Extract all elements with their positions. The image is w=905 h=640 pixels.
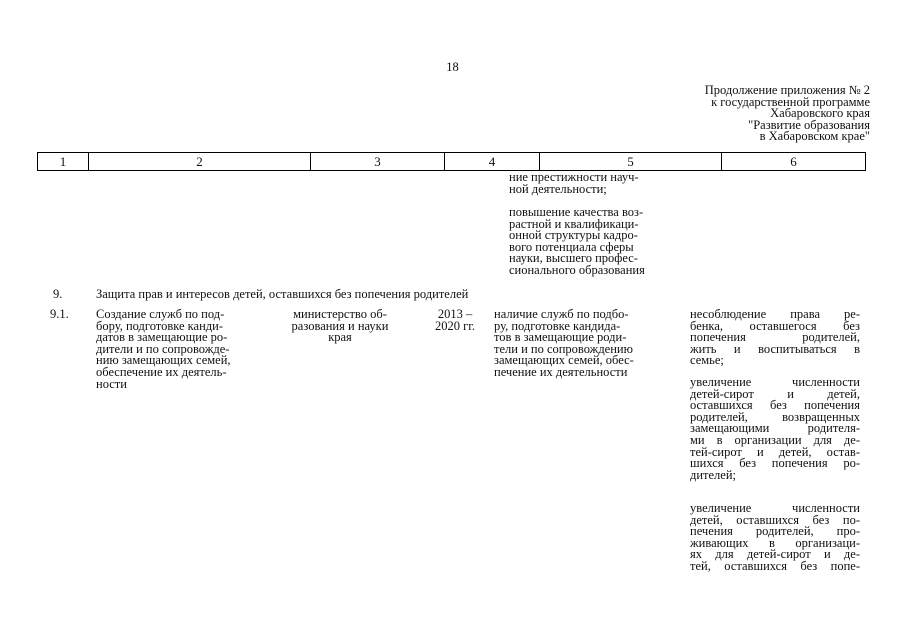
text-line: печения родителей, про- <box>690 524 860 539</box>
implementation-period <box>410 309 500 332</box>
column-number-4: 4 <box>445 153 540 170</box>
text-line: замещающими родителя- <box>690 421 860 436</box>
continued-goal-text <box>509 172 639 195</box>
text-line: вого потенциала сферы <box>509 239 634 254</box>
text-line: Создание служб по под- <box>96 307 225 321</box>
column-number-1: 1 <box>38 153 89 170</box>
text-line: тов в замещающие роди- <box>494 330 627 345</box>
text-line: шихся без попечения ро- <box>690 456 860 471</box>
responsible-executor <box>275 309 405 344</box>
appendix-line: в Хабаровском крае" <box>759 129 870 144</box>
consequences-block-3 <box>690 503 860 573</box>
text-line: ях для детей-сирот и де- <box>690 547 860 562</box>
text-line: попечения родителей, <box>690 330 860 345</box>
text-line: 2013 – <box>437 307 473 321</box>
text-line: ности <box>96 376 127 391</box>
text-line: оставшихся без попечения <box>690 398 860 413</box>
text-line: обеспечение их деятель- <box>96 364 227 379</box>
row-number: 9.1. <box>50 307 69 321</box>
text-line: печение их деятельности <box>494 364 628 379</box>
text-line: детей, оставшихся без по- <box>690 512 860 527</box>
text-line: ми в организации для де- <box>690 432 860 447</box>
appendix-header <box>680 85 870 143</box>
text-line: ние престижности науч- <box>509 170 639 184</box>
text-line: родителей, возвращенных <box>690 409 860 424</box>
text-line: края <box>328 330 352 345</box>
text-line: замещающих семей, обес- <box>494 353 634 368</box>
continued-goal-text <box>509 207 645 277</box>
text-line: жить и воспитываться в <box>690 341 860 356</box>
text-line: министерство об- <box>293 307 387 321</box>
text-line: растной и квалификаци- <box>509 216 639 231</box>
appendix-line: к государственной программе <box>711 94 870 109</box>
text-line: увеличение численности <box>690 375 860 389</box>
consequences-block-2 <box>690 377 860 481</box>
text-line: дителей; <box>690 467 737 482</box>
text-line: несоблюдение права ре- <box>690 307 860 321</box>
text-line: тей-сирот и детей, остав- <box>690 444 860 459</box>
table-header-row <box>37 152 866 171</box>
text-line: живающих в организаци- <box>690 535 860 550</box>
text-line: онной структуры кадро- <box>509 228 638 243</box>
page-number: 18 <box>446 60 459 74</box>
measure-name <box>96 309 231 390</box>
column-number-3: 3 <box>311 153 445 170</box>
text-line: семье; <box>690 353 724 368</box>
column-number-2: 2 <box>89 153 311 170</box>
text-line: разования и науки <box>291 318 389 333</box>
text-line: дители и по сопровожде- <box>96 341 230 356</box>
text-line: детей-сирот и детей, <box>690 386 860 401</box>
consequences-block-1 <box>690 309 860 367</box>
column-number-5: 5 <box>540 153 722 170</box>
column-number-6: 6 <box>790 154 797 169</box>
text-line: ной деятельности; <box>509 181 607 196</box>
text-line: бору, подготовке канди- <box>96 318 224 333</box>
text-line: бенка, оставшегося без <box>690 318 860 333</box>
section-number: 9. <box>53 287 63 301</box>
text-line: тей, оставшихся без попе- <box>690 558 860 573</box>
text-line: ру, подготовке кандида- <box>494 318 621 333</box>
text-line: наличие служб по подбо- <box>494 307 629 321</box>
text-line: тели и по сопровождению <box>494 341 633 356</box>
section-title: Защита прав и интересов детей, оставшихся без попечения родителей <box>96 287 469 301</box>
appendix-line: Хабаровского края <box>770 106 870 121</box>
text-line: датов в замещающие ро- <box>96 330 228 345</box>
appendix-line: Продолжение приложения № 2 <box>704 83 870 97</box>
text-line: нию замещающих семей, <box>96 353 231 368</box>
text-line: сионального образования <box>509 262 645 277</box>
text-line: науки, высшего профес- <box>509 251 638 266</box>
appendix-line: "Развитие образования <box>748 117 870 132</box>
text-line: увеличение численности <box>690 501 860 515</box>
text-line: 2020 гг. <box>434 318 476 333</box>
expected-result <box>494 309 634 379</box>
text-line: повышение качества воз- <box>509 205 644 219</box>
